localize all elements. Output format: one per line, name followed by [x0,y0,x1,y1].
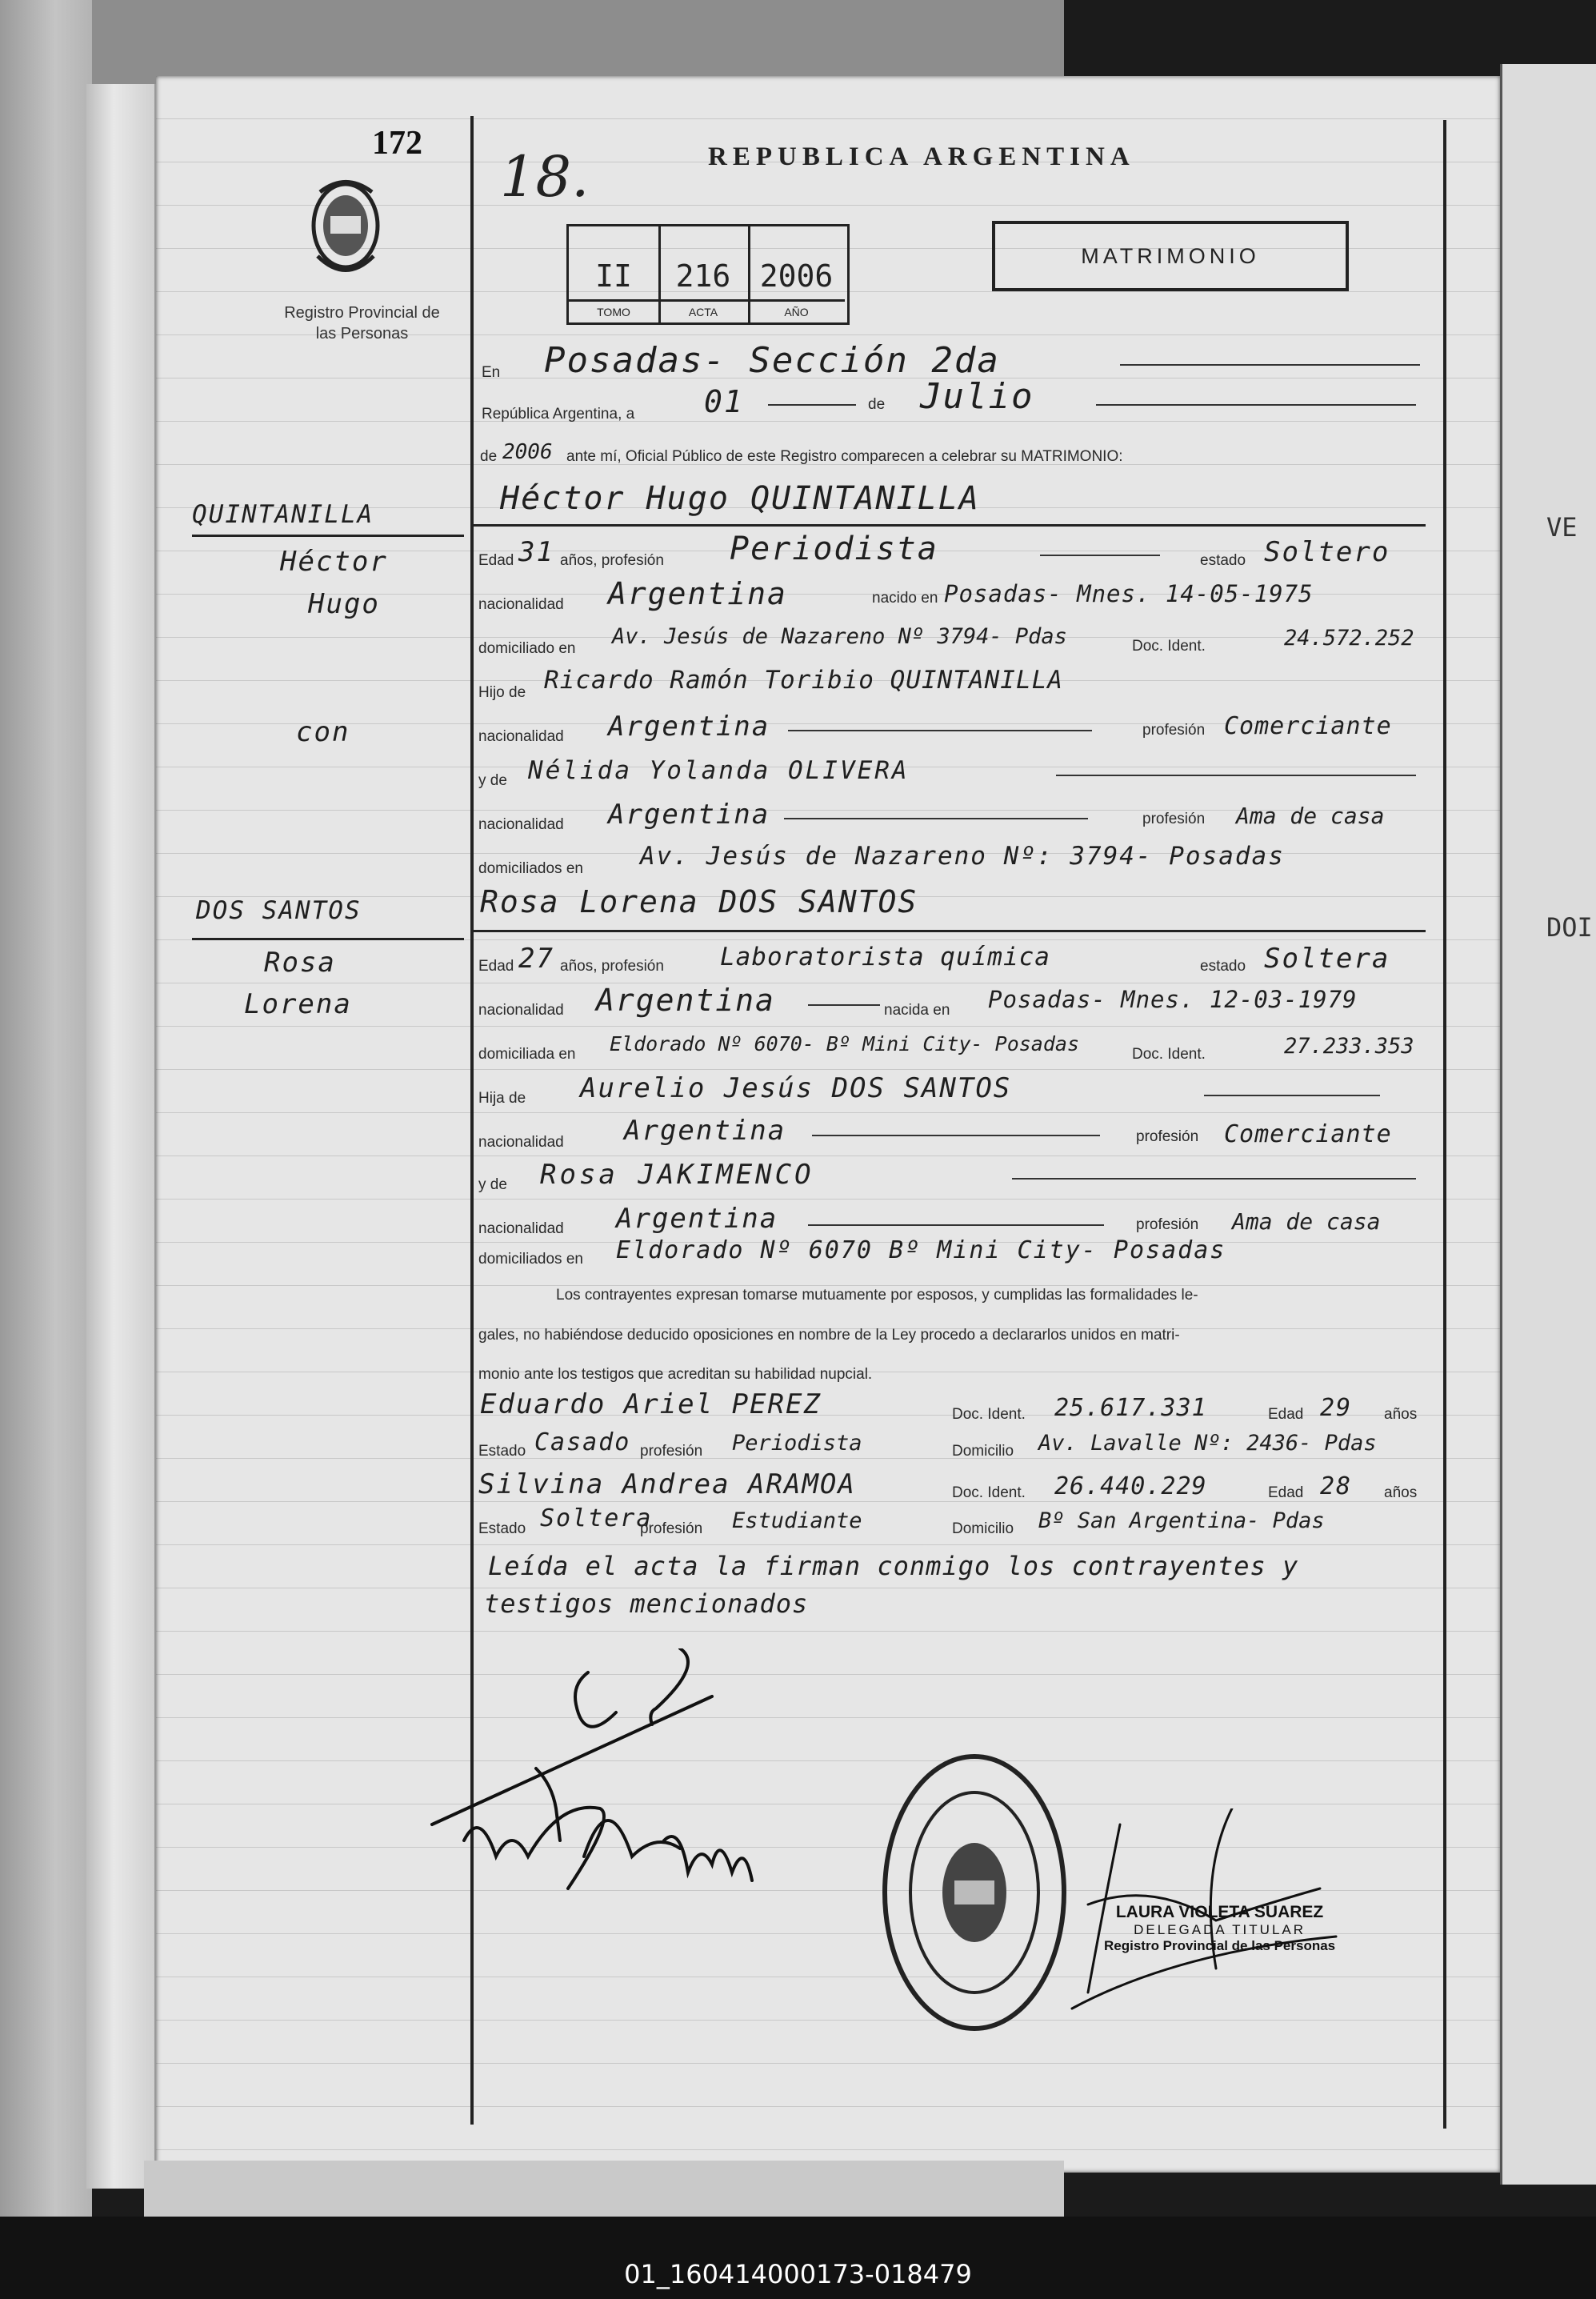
bride-father-profession: Comerciante [1224,1120,1392,1148]
hijo-label: Hijo de [478,684,526,701]
groom-mother: Nélida Yolanda OLIVERA [528,756,910,785]
fill-line [1056,775,1416,776]
official-role: DELEGADA TITULAR [1134,1922,1306,1937]
bride-status: Soltera [1264,943,1390,975]
fill-line [784,818,1088,819]
groom-father-nationality: Argentina [608,711,770,743]
groom-age: 31 [518,536,554,568]
groom-address: Av. Jesús de Nazareno Nº 3794- Pdas [612,624,1067,649]
closing-line: testigos mencionados [484,1588,809,1619]
groom-full-name: Héctor Hugo QUINTANILLA [500,480,980,517]
witness-doc: 25.617.331 [1054,1394,1207,1422]
fill-line [768,404,856,406]
margin-bride-second: Lorena [244,988,352,1020]
witness-address: Bº San Argentina- Pdas [1038,1508,1325,1533]
fill-line [1204,1095,1380,1096]
intro-text: ante mí, Oficial Público de este Registro comparecen a celebrar su MATRIMONIO: [566,448,1123,465]
witness-doc: 26.440.229 [1054,1472,1207,1500]
act-type-box: MATRIMONIO [992,221,1349,291]
anos-label: años [1384,1484,1418,1501]
month-value: Julio [920,376,1034,417]
official-office: Registro Provincial de las Personas [1104,1938,1336,1953]
witness-name: Eduardo Ariel PEREZ [480,1388,822,1420]
facing-page [1500,64,1596,2185]
margin-groom-surname: QUINTANILLA [192,500,374,529]
witness-age: 29 [1320,1394,1353,1422]
groom-status: Soltero [1264,536,1390,568]
margin-groom-rule [192,535,464,537]
acta-value: 216 [675,258,731,294]
nacionalidad-label: nacionalidad [478,1002,564,1019]
profesion-label: años, profesión [560,552,664,569]
groom-nationality: Argentina [608,576,787,611]
doc-label: Doc. Ident. [1132,638,1206,655]
doc-label: Doc. Ident. [952,1406,1026,1423]
hija-label: Hija de [478,1090,526,1107]
official-name: LAURA VIOLETA SUAREZ [1115,1903,1324,1921]
ano-label: AÑO [748,299,845,322]
official-signature [1056,1808,1360,2017]
edad-label: Edad [1268,1406,1304,1423]
groom-mother-nationality: Argentina [608,799,770,831]
estado-label: Estado [478,1443,526,1460]
domiciliados-label: domiciliados en [478,860,583,877]
year-prefix: de [480,448,498,465]
background-left [0,0,92,2217]
nacida-label: nacida en [884,1002,950,1019]
ano-cell [748,226,845,322]
witness-profession: Estudiante [732,1508,862,1533]
nacionalidad-label: nacionalidad [478,596,564,613]
nacionalidad-label: nacionalidad [478,1220,564,1237]
fill-line [1012,1178,1416,1180]
edad-label: Edad [1268,1484,1304,1501]
bride-mother-nationality: Argentina [616,1203,778,1235]
closing-line: Leída el acta la firman conmigo los contrayentes y [488,1551,1299,1581]
profesion-label: profesión [640,1520,703,1537]
margin-groom-first: Héctor [280,546,388,578]
official-seal-icon [878,1748,1070,2037]
doc-label: Doc. Ident. [1132,1046,1206,1063]
groom-doc: 24.572.252 [1284,626,1414,651]
acta-cell [658,226,750,322]
margin-con: con [296,716,350,748]
registry-name: Registro Provincial de las Personas [284,304,440,342]
groom-birth: Posadas- Mnes. 14-05-1975 [944,580,1314,607]
republica-label: República Argentina, a [482,406,635,423]
witness-name: Silvina Andrea ARAMOA [478,1468,856,1500]
edad-label: Edad [478,552,514,569]
declaration-line: gales, no habiéndose deducido oposiciones en nombre de la Ley procedo a declararlos unidos en matri- [478,1327,1180,1344]
fill-line [808,1004,880,1006]
fill-line [812,1135,1100,1136]
fill-line [1120,364,1420,366]
domiciliado-label: domiciliado en [478,640,576,657]
nacionalidad-label: nacionalidad [478,816,564,833]
domiciliada-label: domiciliada en [478,1046,576,1063]
page-number: 172 [372,125,422,162]
signatures-drawing [416,1648,896,1953]
bride-nationality: Argentina [596,983,775,1018]
nacionalidad-label: nacionalidad [478,728,564,745]
tomo-acta-ano-box [566,224,850,325]
domiciliados-label: domiciliados en [478,1251,583,1268]
domicilio-label: Domicilio [952,1520,1014,1537]
margin-bride-first: Rosa [264,947,336,979]
profesion-label: profesión [640,1443,703,1460]
fill-line [788,730,1092,731]
declaration-line: monio ante los testigos que acreditan su habilidad nupcial. [478,1366,873,1383]
tomo-value: II [595,258,632,294]
margin-bride-rule [192,938,464,940]
profesion-label: profesión [1136,1128,1199,1145]
place-value: Posadas- Sección 2da [544,340,1000,381]
witness-status: Casado [534,1428,631,1456]
profesion-label: años, profesión [560,958,664,975]
profesion-label: profesión [1136,1216,1199,1233]
bride-father: Aurelio Jesús DOS SANTOS [580,1072,1012,1104]
bride-top-rule [474,930,1426,932]
day-value: 01 [704,384,744,419]
groom-father-profession: Comerciante [1224,712,1392,740]
bride-mother-profession: Ama de casa [1232,1208,1381,1235]
acta-label: ACTA [658,299,748,322]
ano-value: 2006 [759,258,834,294]
right-border-line [1443,120,1446,2129]
bride-doc: 27.233.353 [1284,1034,1414,1059]
profesion-label: profesión [1142,811,1206,827]
witness-age: 28 [1320,1472,1353,1500]
scan-filename: 01_160414000173-018479 [624,2259,972,2289]
facing-page-fragment: DOI [1546,912,1593,943]
profesion-label: profesión [1142,722,1206,739]
tomo-cell [569,226,661,322]
bride-address: Eldorado Nº 6070- Bº Mini City- Posadas [610,1032,1079,1055]
estado-label: Estado [478,1520,526,1537]
nacido-label: nacido en [872,590,938,607]
y-de-label: y de [478,1176,507,1193]
doc-label: Doc. Ident. [952,1484,1026,1501]
groom-top-rule [474,524,1426,527]
declaration-line: Los contrayentes expresan tomarse mutuamente por esposos, y cumplidas las formalidades le- [556,1287,1198,1304]
bride-birth: Posadas- Mnes. 12-03-1979 [988,986,1358,1013]
bride-father-nationality: Argentina [624,1115,786,1147]
bride-full-name: Rosa Lorena DOS SANTOS [480,884,918,919]
estado-label: estado [1200,552,1246,569]
tomo-label: TOMO [569,299,658,322]
fill-line [808,1224,1104,1226]
groom-profession: Periodista [730,531,938,567]
nacionalidad-label: nacionalidad [478,1134,564,1151]
fill-line [1096,404,1416,406]
witness-profession: Periodista [732,1431,862,1456]
de-label: de [868,396,886,413]
groom-parents-address: Av. Jesús de Nazareno Nº: 3794- Posadas [640,842,1285,871]
bride-parents-address: Eldorado Nº 6070 Bº Mini City- Posadas [616,1236,1226,1264]
margin-groom-second: Hugo [308,588,380,620]
book-binding [86,84,156,2189]
edad-label: Edad [478,958,514,975]
fill-line [1040,555,1160,556]
groom-mother-profession: Ama de casa [1236,803,1385,829]
bottom-sheet [144,2161,1064,2217]
en-label: En [482,364,501,381]
bride-mother: Rosa JAKIMENCO [540,1159,814,1191]
document-country-title: REPUBLICA ARGENTINA [708,142,1135,171]
witness-address: Av. Lavalle Nº: 2436- Pdas [1038,1431,1377,1456]
domicilio-label: Domicilio [952,1443,1014,1460]
groom-father: Ricardo Ramón Toribio QUINTANILLA [544,666,1063,695]
y-de-label: y de [478,772,507,789]
bride-age: 27 [518,943,554,975]
estado-label: estado [1200,958,1246,975]
margin-bride-surname: DOS SANTOS [196,896,362,925]
handwritten-mark: 18. [500,144,590,210]
bride-profession: Laboratorista química [720,943,1050,971]
witness-status: Soltera [540,1504,653,1532]
anos-label: años [1384,1406,1418,1423]
provincial-emblem-icon [308,176,384,280]
year-value: 2006 [502,440,553,464]
facing-page-fragment: VE [1546,512,1578,543]
